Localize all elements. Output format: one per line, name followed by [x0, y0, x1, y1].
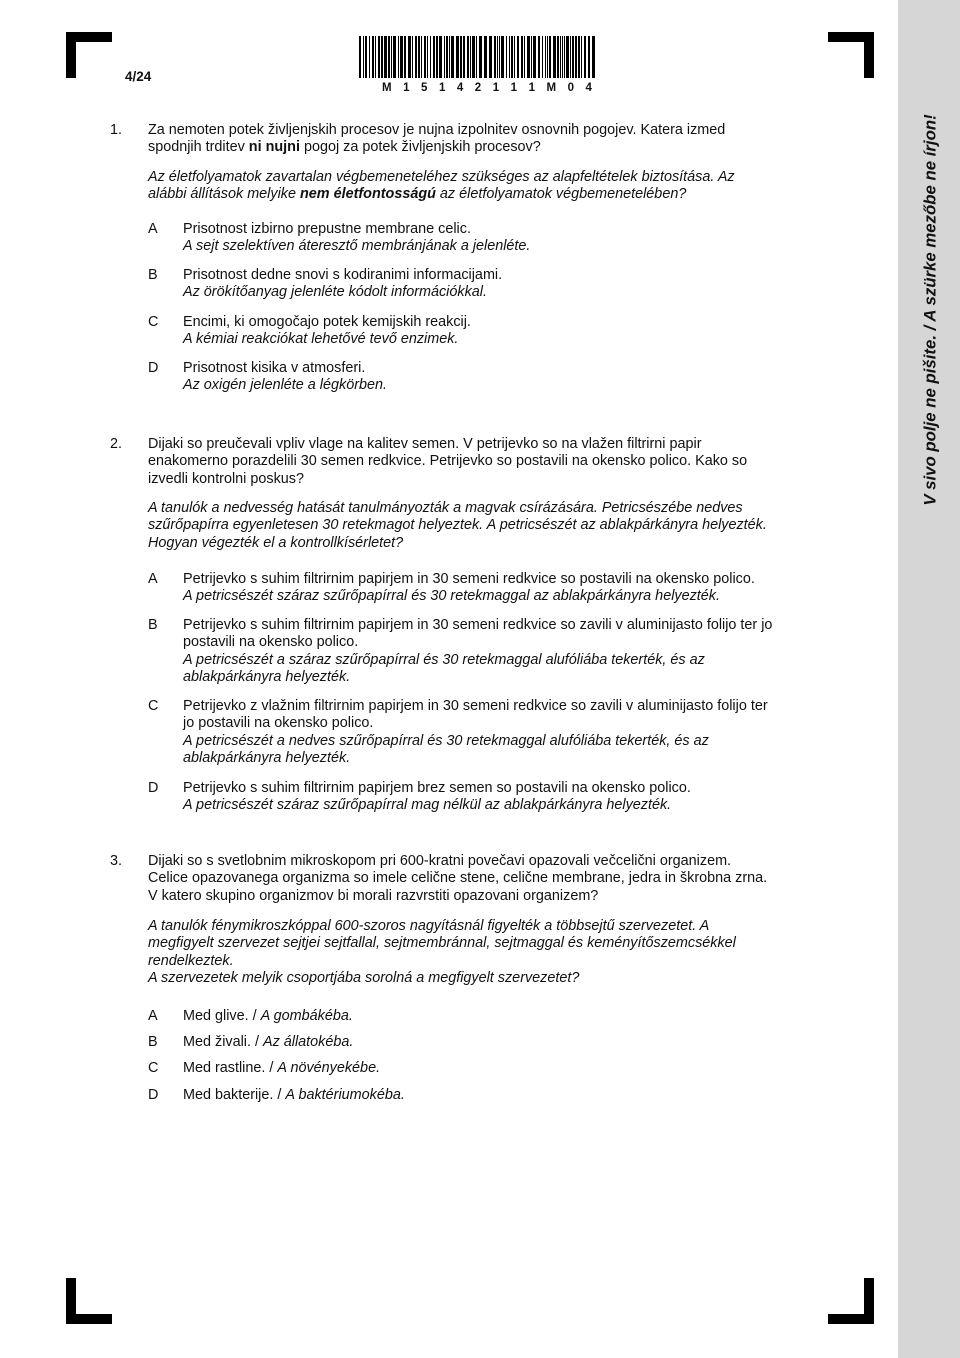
barcode-bar — [479, 36, 482, 78]
barcode-char: 5 — [421, 82, 428, 94]
option-text-sl: Med živali. / — [183, 1034, 263, 1050]
barcode-bar — [572, 36, 574, 78]
barcode-bar — [562, 36, 563, 78]
barcode-char: 4 — [585, 82, 592, 94]
barcode-bar — [384, 36, 387, 78]
barcode-bar — [393, 36, 396, 78]
barcode-bar — [381, 36, 383, 78]
option-text-hu: ablakpárkányra helyezték. — [183, 669, 351, 686]
option-text-hu: A növényekébe. — [277, 1060, 381, 1076]
question-1-stem-hu: Az életfolyamatok zavartalan végbemeneteléhez szükséges az alapfeltételek biztosítása. Az alábbi állítások melyike nem életfontosságú az életfolyamatok végbemenetelében? — [148, 169, 735, 203]
barcode-bar — [424, 36, 426, 78]
option-letter: B — [148, 1034, 158, 1050]
barcode-bar — [553, 36, 556, 78]
option-text-hu: A petricsészét száraz szűrőpapírral mag nélkül az ablakpárkányra helyezték. — [183, 797, 672, 814]
option-letter: C — [148, 314, 159, 330]
barcode-bar — [575, 36, 577, 78]
barcode-bar — [363, 36, 364, 78]
question-2-stem-sl: Dijaki so preučevali vpliv vlage na kalitev semen. V petrijevko so na vlažen filtrirni papir enakomerno porazdelili 30 semen redkvice. Petrijevko so postavili na okensko polico. Kako so izvedli kontrolni poskus? — [148, 436, 748, 487]
barcode-bar — [506, 36, 507, 78]
option-text-sl: Prisotnost dedne snovi s kodiranimi informacijami. — [183, 267, 503, 283]
option-text-hu: A baktériumokéba. — [285, 1087, 405, 1103]
option-text-sl: Prisotnost izbirno prepustne membrane celic. — [183, 221, 471, 237]
question-1-stem-sl: Za nemoten potek življenjskih procesov je nujna izpolnitev osnovnih pogojev. Katera izmed spodnjih trditev ni nujni pogoj za potek življenjskih procesov? — [148, 122, 726, 156]
barcode-bar — [499, 36, 500, 78]
barcode-bar — [404, 36, 406, 78]
option-letter: B — [148, 267, 158, 283]
option-text-sl: Petrijevko s suhim filtrirnim papirjem in 30 semeni redkvice so postavili na okensko polico. — [183, 571, 755, 587]
option-text-hu: Az oxigén jelenléte a légkörben. — [183, 377, 388, 394]
barcode-bar — [521, 36, 523, 78]
option-text-sl: Encimi, ki omogočajo potek kemijskih reakcij. — [183, 314, 471, 330]
option-text-sl: Petrijevko s suhim filtrirnim papirjem brez semen so postavili na okensko polico. — [183, 780, 691, 796]
barcode-bar — [514, 36, 515, 78]
barcode-bar — [369, 36, 370, 78]
option-letter: A — [148, 1008, 158, 1024]
option-text-sl: Med glive. / — [183, 1008, 261, 1024]
barcode-char: 1 — [492, 82, 500, 94]
barcode-bar — [566, 36, 569, 78]
barcode-bar — [375, 36, 376, 78]
barcode-bar — [446, 36, 448, 78]
option-text-hu: A gombákéba. — [260, 1008, 353, 1024]
barcode-bar — [557, 36, 559, 78]
option-text-sl: postavili na okensko polico. — [183, 634, 359, 651]
barcode-bar — [427, 36, 428, 78]
barcode-bar — [433, 36, 435, 78]
barcode-bar — [415, 36, 417, 78]
option-letter: A — [148, 571, 158, 587]
barcode-bar — [456, 36, 459, 78]
barcode-bar — [359, 36, 361, 78]
option-letter: D — [148, 360, 159, 376]
option-text-hu: A kémiai reakciókat lehetővé tevő enzimek. — [183, 331, 459, 348]
barcode-bar — [421, 36, 422, 78]
option-letter: A — [148, 221, 158, 237]
barcode-char: M — [382, 82, 392, 94]
barcode-char: 4 — [456, 82, 464, 94]
option-letter: C — [148, 698, 159, 714]
barcode-bar — [531, 36, 532, 78]
option-text-hu: A petricsészét száraz szűrőpapírral és 30 retekmaggal az ablakpárkányra helyezték. — [183, 588, 720, 605]
barcode-bar — [524, 36, 525, 78]
barcode-bar — [372, 36, 374, 78]
barcode-bar — [489, 36, 492, 78]
barcode-bar — [412, 36, 413, 78]
barcode-bar — [418, 36, 420, 78]
option-letter: B — [148, 617, 158, 633]
barcode-bar — [549, 36, 551, 78]
option-letter: D — [148, 1087, 159, 1103]
page-number: 4/24 — [125, 69, 152, 84]
barcode-bar — [388, 36, 390, 78]
question-number: 1. — [110, 122, 123, 138]
question-3-stem-hu: A tanulók fénymikroszkóppal 600-szoros nagyításnál figyelték a többsejtű szervezetet. A megfigyelt szervezet sejtjei sejtfallal, sejtmembránnal, sejtmaggal és keményítőszemcsékkel rendelkeztek. A szervezetek melyik csoportjába sorolná a megfigyelt szervezetet? — [148, 918, 736, 987]
barcode-bar — [436, 36, 438, 78]
barcode-char: 2 — [474, 82, 482, 94]
barcode-char: 1 — [510, 82, 518, 94]
option-text-hu: ablakpárkányra helyezték. — [183, 750, 351, 767]
barcode-bar — [584, 36, 586, 78]
option-letter: D — [148, 780, 159, 796]
barcode-bar — [400, 36, 403, 78]
barcode-bar — [463, 36, 465, 78]
question-number: 3. — [110, 853, 123, 869]
barcode-bar — [444, 36, 445, 78]
barcode-bar — [581, 36, 582, 78]
barcode-bar — [527, 36, 530, 78]
corner-mark-bottom-right — [828, 1314, 874, 1324]
barcode-bar — [476, 36, 477, 78]
barcode-bar — [509, 36, 510, 78]
barcode-bar — [494, 36, 496, 78]
barcode-bar — [547, 36, 548, 78]
option-text-sl: Med bakterije. / — [183, 1087, 286, 1103]
barcode-bar — [497, 36, 498, 78]
do-not-write-notice: V sivo polje ne pišite. / A szürke mezőbe ne írjon! — [920, 114, 940, 506]
option-text-sl: Petrijevko z vlažnim filtrirnim papirjem in 30 semeni redkvice so zavili v aluminijasto folijo ter — [183, 698, 768, 714]
barcode-char: 1 — [438, 82, 446, 94]
option-text-hu: Az örökítőanyag jelenléte kódolt információkkal. — [183, 284, 487, 301]
barcode-code — [382, 80, 592, 97]
barcode-bar — [449, 36, 450, 78]
barcode-bar — [470, 36, 471, 78]
question-2-stem-hu: A tanulók a nedvesség hatását tanulmányozták a magvak csírázására. Petricsészébe nedves szűrőpapírra egyenletesen 30 retekmagot helyeztek. A petricsészét az ablakpárkányra helyezték. Hogyan végezték el a kontrollkísérletet? — [148, 500, 767, 551]
option-text-hu: Az állatokéba. — [262, 1034, 354, 1050]
barcode-bar — [391, 36, 392, 78]
option-text-hu: A petricsészét a nedves szűrőpapírral és 30 retekmaggal alufóliába tekerték, és az — [183, 732, 709, 749]
corner-mark-bottom-left — [66, 1314, 112, 1324]
barcode — [359, 36, 599, 78]
barcode-bar — [592, 36, 595, 78]
barcode-char: 0 — [567, 82, 574, 94]
option-text-hu: A petricsészét a száraz szűrőpapírral és 30 retekmaggal alufóliába tekerték, és az — [183, 651, 705, 668]
question-3-stem-sl: Dijaki so s svetlobnim mikroskopom pri 600-kratni povečavi opazovali večcelični organizem. Celice opazovanega organizma so imele celične stene, celične membrane, jedra in škrobna zrna. V katero skupino organizmov bi morali razvrstiti opazovani organizem? — [148, 853, 768, 904]
barcode-bar — [542, 36, 543, 78]
barcode-bar — [460, 36, 462, 78]
barcode-bar — [560, 36, 561, 78]
barcode-bar — [430, 36, 431, 78]
barcode-bar — [570, 36, 571, 78]
barcode-bar — [378, 36, 380, 78]
option-text-sl: Med rastline. / — [183, 1060, 278, 1076]
barcode-bar — [439, 36, 442, 78]
barcode-bar — [408, 36, 411, 78]
barcode-bar — [578, 36, 580, 78]
barcode-char: 1 — [528, 82, 535, 94]
barcode-bar — [533, 36, 536, 78]
corner-mark-top-left — [66, 32, 112, 42]
barcode-bar — [472, 36, 475, 78]
barcode-bar — [564, 36, 565, 78]
barcode-char: 1 — [403, 82, 410, 94]
question-number: 2. — [110, 436, 123, 452]
barcode-char: M — [546, 82, 557, 94]
barcode-bar — [545, 36, 546, 78]
option-text-sl: jo postavili na okensko polico. — [183, 715, 374, 732]
barcode-bar — [398, 36, 399, 78]
barcode-bar — [451, 36, 454, 78]
barcode-bar — [365, 36, 367, 78]
barcode-bar — [517, 36, 519, 78]
option-text-hu: A sejt szelektíven áteresztő membránjának a jelenléte. — [183, 238, 531, 255]
barcode-bar — [511, 36, 513, 78]
corner-mark-top-right — [828, 32, 874, 42]
barcode-bar — [484, 36, 487, 78]
barcode-bar — [588, 36, 590, 78]
option-text-sl: Prisotnost kisika v atmosferi. — [183, 360, 366, 376]
option-letter: C — [148, 1060, 159, 1076]
barcode-bar — [501, 36, 504, 78]
barcode-bar — [538, 36, 540, 78]
option-text-sl: Petrijevko s suhim filtrirnim papirjem in 30 semeni redkvice so zavili v aluminijasto folijo ter jo — [183, 617, 773, 633]
barcode-bar — [467, 36, 469, 78]
